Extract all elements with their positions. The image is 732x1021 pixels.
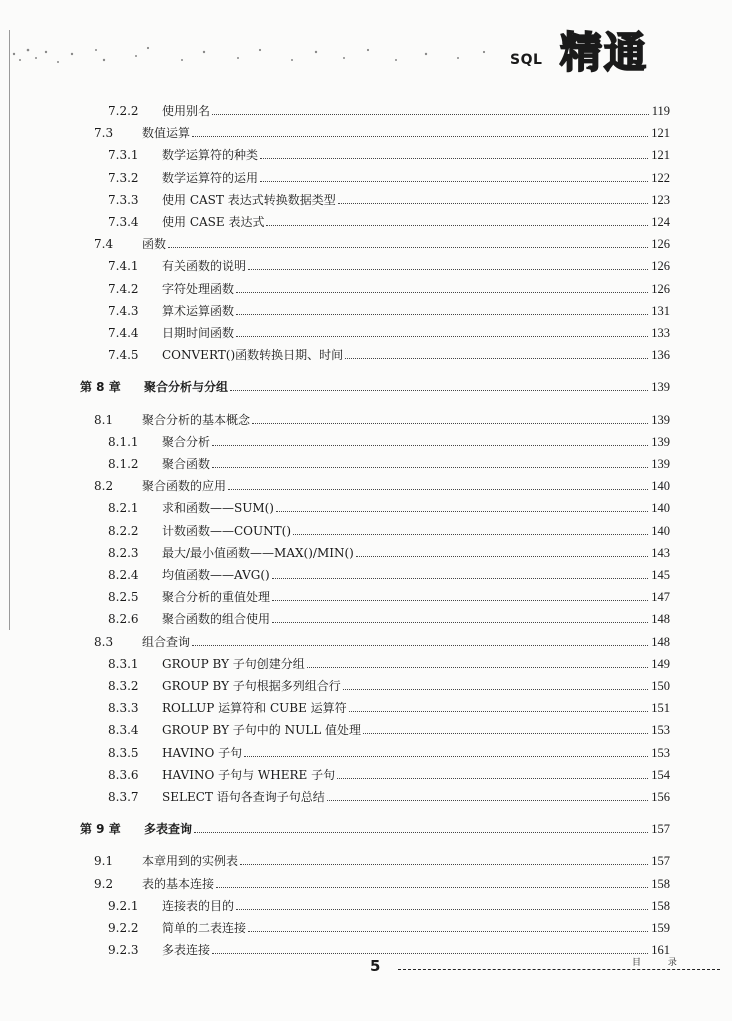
- toc-entry[interactable]: [108, 454, 670, 474]
- toc-entry[interactable]: [108, 587, 670, 607]
- toc-entry-title: 本章用到的实例表: [142, 854, 239, 869]
- toc-entry-number: 7.4.5: [108, 348, 139, 363]
- toc-entry-title: SELECT 语句各查询子句总结: [162, 790, 325, 804]
- toc-chapter-entry[interactable]: [80, 819, 670, 839]
- toc-entry-page: 139: [651, 412, 670, 427]
- toc-entry[interactable]: [108, 543, 670, 563]
- toc-entry[interactable]: [108, 256, 670, 276]
- toc-entry-page: 158: [651, 876, 670, 891]
- dot-leader: [248, 268, 648, 270]
- toc-entry[interactable]: [108, 212, 670, 232]
- toc-entry-page: 126: [651, 259, 670, 274]
- toc-chapter-entry[interactable]: [80, 377, 670, 397]
- toc-entry-page: 139: [651, 380, 670, 395]
- toc-entry-number: 8.2.6: [108, 612, 139, 627]
- toc-entry[interactable]: [108, 787, 670, 807]
- toc-entry-title: GROUP BY 子句根据多列组合行: [162, 679, 341, 693]
- toc-entry-number: 8.3.6: [108, 767, 139, 782]
- dot-leader: [236, 291, 648, 293]
- book-title: 精通: [560, 28, 649, 77]
- toc-entry-number: 8.2.2: [108, 523, 139, 538]
- toc-entry[interactable]: [108, 323, 670, 343]
- toc-entry-number: 7.2.2: [108, 104, 139, 118]
- toc-entry-page: 119: [651, 104, 670, 118]
- toc-entry-title: 求和函数——SUM(): [162, 501, 274, 516]
- page-header: [0, 0, 732, 100]
- toc-entry-page: 151: [651, 701, 670, 716]
- dot-leader: [244, 755, 648, 757]
- toc-entry-title: 数学运算符的运用: [162, 170, 259, 185]
- toc-entry-number: 9.2.2: [108, 921, 139, 935]
- toc-entry-number: 8.1.2: [108, 457, 139, 471]
- toc-entry-number: 7.4.2: [108, 281, 139, 296]
- toc-entry-number: 8.2.3: [108, 545, 139, 560]
- toc-entry-title: 组合查询: [142, 634, 191, 649]
- toc-entry[interactable]: [94, 410, 670, 430]
- toc-entry-number: 7.3.4: [108, 215, 139, 229]
- left-margin-rule: [9, 30, 10, 630]
- toc-entry-title: GROUP BY 子句中的 NULL 值处理: [162, 723, 361, 738]
- toc-entry-page: 150: [651, 679, 670, 693]
- toc-entry[interactable]: [108, 279, 670, 299]
- toc-entry-number: 8.3.4: [108, 723, 139, 738]
- toc-entry-number: 8.1.1: [108, 434, 139, 449]
- toc-entry[interactable]: [108, 168, 670, 188]
- toc-entry[interactable]: [94, 123, 670, 143]
- toc-entry-title: GROUP BY 子句创建分组: [162, 656, 305, 671]
- toc-entry[interactable]: [108, 765, 670, 785]
- toc-entry-title: 聚合分析与分组: [144, 380, 229, 395]
- dot-leader: [212, 113, 649, 115]
- toc-entry[interactable]: [94, 874, 670, 894]
- dot-leader: [240, 863, 648, 865]
- toc-entry[interactable]: [108, 145, 670, 165]
- toc-entry-number: 8.3.1: [108, 656, 139, 671]
- toc-entry-number: 9.2.1: [108, 898, 139, 913]
- toc-entry-title: 计数函数——COUNT(): [162, 523, 292, 538]
- header-decoration: [6, 36, 506, 86]
- toc-entry-title: HAVINO 子句与 WHERE 子句: [162, 767, 336, 782]
- toc-entry-page: 153: [651, 745, 670, 760]
- toc-entry-page: 156: [651, 790, 670, 804]
- toc-entry[interactable]: [108, 498, 670, 518]
- dot-leader: [212, 952, 648, 954]
- dot-leader: [338, 202, 649, 204]
- toc-entry-page: 148: [651, 612, 670, 627]
- toc-entry-number: 9.1: [94, 854, 114, 869]
- toc-entry-number: 8.3.3: [108, 701, 139, 716]
- toc-entry-title: 有关函数的说明: [162, 259, 247, 274]
- toc-entry[interactable]: [108, 345, 670, 365]
- toc-entry-page: 124: [651, 215, 670, 229]
- toc-entry-title: 数学运算符的种类: [162, 148, 259, 163]
- toc-entry-title: 使用 CASE 表达式: [162, 215, 265, 229]
- toc-entry-number: 9.2.3: [108, 943, 139, 958]
- dot-leader: [252, 422, 648, 424]
- toc-entry-number: 8.3.5: [108, 745, 139, 760]
- section-label: 目 录: [632, 958, 689, 968]
- dot-leader: [307, 666, 648, 668]
- dot-leader: [293, 533, 648, 535]
- toc-entry-number: 8.3.2: [108, 679, 139, 693]
- toc-entry-page: 126: [651, 237, 670, 252]
- toc-entry-page: 143: [651, 545, 670, 560]
- toc-entry[interactable]: [108, 101, 670, 121]
- toc-entry-number: 第 8 章: [80, 380, 121, 395]
- toc-entry[interactable]: [108, 720, 670, 740]
- toc-entry[interactable]: [94, 476, 670, 496]
- dot-leader: [192, 135, 648, 137]
- toc-entry[interactable]: [108, 654, 670, 674]
- dot-leader: [230, 389, 648, 391]
- toc-entry-title: 算术运算函数: [162, 303, 235, 318]
- dot-leader: [194, 831, 648, 833]
- toc-entry-title: ROLLUP 运算符和 CUBE 运算符: [162, 701, 347, 716]
- toc-entry-title: 聚合分析: [162, 434, 211, 449]
- toc-entry[interactable]: [94, 234, 670, 254]
- dot-leader: [260, 180, 648, 182]
- toc-entry-page: 159: [651, 921, 670, 935]
- toc-entry[interactable]: [108, 432, 670, 452]
- toc-entry[interactable]: [108, 609, 670, 629]
- toc-entry[interactable]: [94, 851, 670, 871]
- toc-entry-number: 8.3: [94, 634, 114, 649]
- dot-leader: [266, 224, 648, 226]
- toc-entry-page: 157: [651, 854, 670, 869]
- dot-leader: [276, 510, 648, 512]
- dot-leader: [168, 246, 648, 248]
- toc-entry-page: 139: [651, 434, 670, 449]
- toc-entry[interactable]: [108, 698, 670, 718]
- dot-leader: [228, 488, 648, 490]
- toc-entry-title: 最大/最小值函数——MAX()/MIN(): [162, 545, 354, 560]
- dot-leader: [212, 444, 648, 446]
- toc-entry-title: CONVERT()函数转换日期、时间: [162, 348, 344, 363]
- toc-entry-page: 149: [651, 656, 670, 671]
- toc-entry-title: 聚合分析的基本概念: [142, 412, 251, 427]
- toc-entry-title: 聚合函数的应用: [142, 479, 227, 494]
- toc-entry-number: 8.2.1: [108, 501, 139, 516]
- dot-leader: [236, 335, 648, 337]
- toc-entry-title: 聚合函数的组合使用: [162, 612, 271, 627]
- toc-entry-title: 连接表的目的: [162, 898, 235, 913]
- toc-entry[interactable]: [108, 918, 670, 938]
- dot-leader: [260, 157, 648, 159]
- dot-leader: [192, 644, 648, 646]
- dot-leader: [212, 466, 648, 468]
- toc-entry-number: 8.2.5: [108, 590, 139, 605]
- toc-entry-page: 157: [651, 822, 670, 837]
- dot-leader: [248, 930, 648, 932]
- toc-entry-title: 表的基本连接: [142, 876, 215, 891]
- toc-entry-number: 7.4.3: [108, 303, 139, 318]
- dot-leader: [272, 577, 649, 579]
- toc-entry-page: 158: [651, 898, 670, 913]
- toc-entry-number: 8.3.7: [108, 790, 139, 804]
- toc-entry-number: 第 9 章: [80, 822, 121, 837]
- dot-leader: [272, 599, 648, 601]
- toc-entry-number: 8.2.4: [108, 568, 139, 582]
- dot-leader: [349, 710, 649, 712]
- toc-entry-page: 121: [651, 148, 670, 163]
- toc-entry-page: 147: [651, 590, 670, 605]
- toc-entry-title: 使用别名: [162, 104, 211, 118]
- toc-entry-title: 日期时间函数: [162, 326, 235, 340]
- toc-entry-page: 121: [651, 126, 670, 141]
- book-tag: SQL: [510, 52, 543, 68]
- toc-entry-number: 7.3.1: [108, 148, 139, 163]
- dot-leader: [363, 732, 648, 734]
- toc-entry-page: 148: [651, 634, 670, 649]
- dot-leader: [236, 908, 648, 910]
- page-footer: [0, 955, 732, 985]
- toc-entry-page: 140: [651, 523, 670, 538]
- toc-entry-title: 字符处理函数: [162, 281, 235, 296]
- toc-entry-number: 7.4: [94, 237, 114, 252]
- toc-entry-page: 140: [651, 501, 670, 516]
- toc-entry-page: 123: [651, 192, 670, 207]
- dot-leader: [337, 777, 648, 779]
- toc-entry-page: 153: [651, 723, 670, 738]
- toc-entry-title: 数值运算: [142, 126, 191, 141]
- dot-leader: [327, 799, 649, 801]
- toc-entry-title: 聚合分析的重值处理: [162, 590, 271, 605]
- toc-entry-title: HAVINO 子句: [162, 745, 243, 760]
- toc-entry[interactable]: [108, 521, 670, 541]
- toc-entry-number: 9.2: [94, 876, 114, 891]
- toc-entry-page: 136: [651, 348, 670, 363]
- toc-entry-number: 8.2: [94, 479, 114, 494]
- toc-entry-title: 均值函数——AVG(): [162, 568, 270, 582]
- toc-entry-title: 使用 CAST 表达式转换数据类型: [162, 192, 336, 207]
- toc-entry-title: 简单的二表连接: [162, 921, 247, 935]
- toc-entry-page: 122: [651, 170, 670, 185]
- dot-leader: [343, 688, 648, 690]
- toc-entry-page: 126: [651, 281, 670, 296]
- toc-entry-page: 131: [651, 303, 670, 318]
- dot-leader: [236, 313, 648, 315]
- toc-entry-title: 函数: [142, 237, 167, 252]
- toc-entry-number: 7.4.4: [108, 326, 139, 340]
- footer-rule: [398, 969, 720, 970]
- toc-entry[interactable]: [108, 676, 670, 696]
- toc-entry[interactable]: [108, 743, 670, 763]
- toc-entry[interactable]: [108, 190, 670, 210]
- toc-entry-number: 7.3.3: [108, 192, 139, 207]
- toc-entry-number: 7.3.2: [108, 170, 139, 185]
- dot-leader: [356, 555, 648, 557]
- toc-entry[interactable]: [108, 301, 670, 321]
- toc-entry-page: 140: [651, 479, 670, 494]
- toc-entry-number: 8.1: [94, 412, 114, 427]
- toc-entry-page: 154: [651, 767, 670, 782]
- page-number: 5: [370, 957, 381, 975]
- toc-entry-number: 7.3: [94, 126, 114, 141]
- toc-entry-page: 133: [651, 326, 670, 340]
- toc-entry-title: 多表查询: [144, 822, 193, 837]
- toc-entry-title: 聚合函数: [162, 457, 211, 471]
- toc-entry-page: 161: [651, 943, 670, 958]
- dot-leader: [216, 886, 648, 888]
- toc-entry[interactable]: [108, 565, 670, 585]
- dot-leader: [345, 357, 648, 359]
- toc-entry[interactable]: [108, 896, 670, 916]
- toc-entry-page: 139: [651, 457, 670, 471]
- toc-entry-title: 多表连接: [162, 943, 211, 958]
- toc-entry-page: 145: [651, 568, 670, 582]
- toc-entry[interactable]: [94, 632, 670, 652]
- dot-leader: [272, 621, 648, 623]
- toc-entry-number: 7.4.1: [108, 259, 139, 274]
